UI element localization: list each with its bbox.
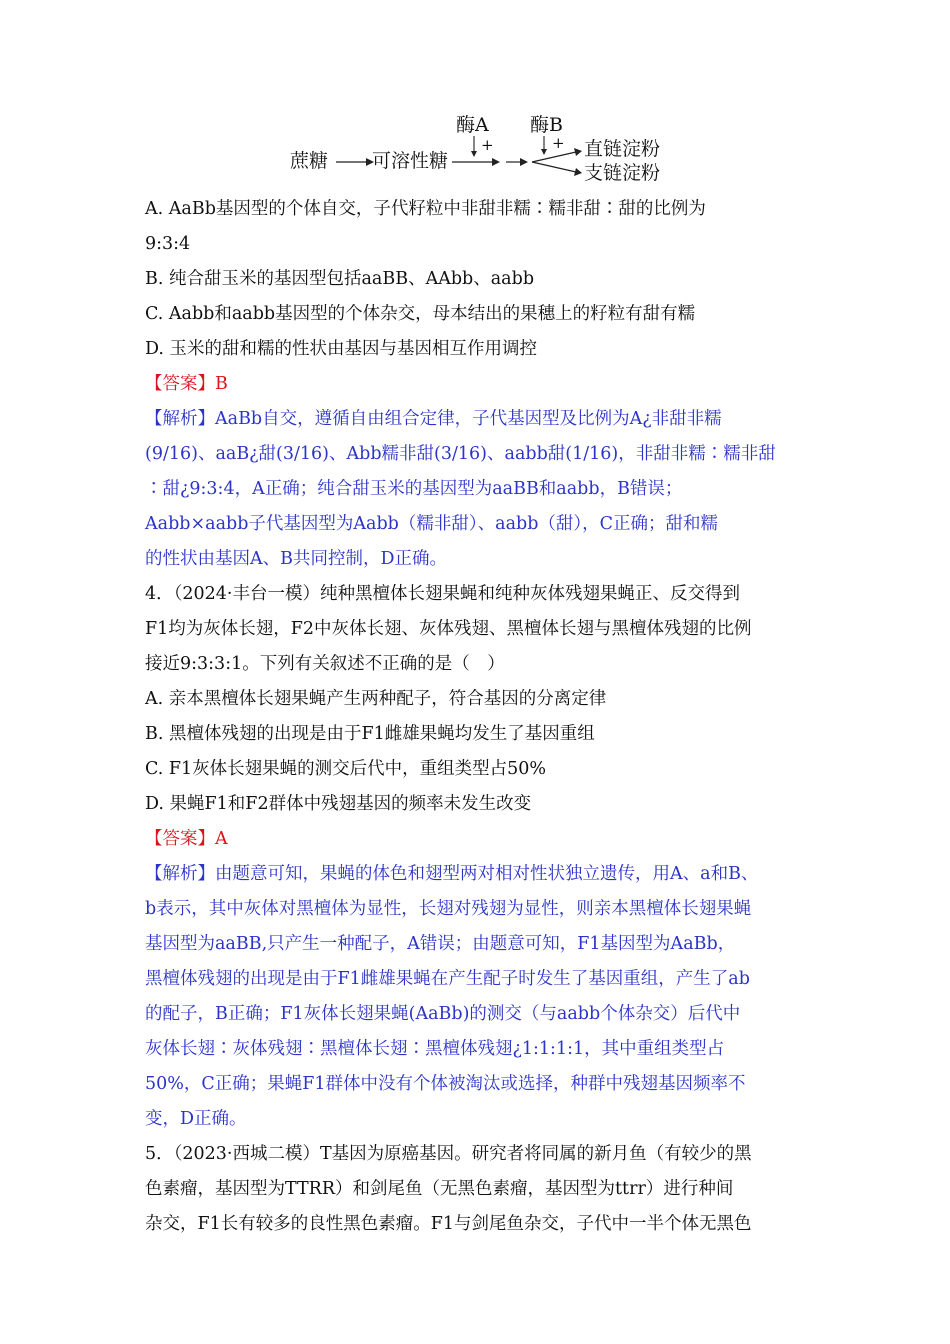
starch-synthesis-diagram <box>280 108 680 188</box>
amylopectin-label: 支链淀粉 <box>584 162 661 184</box>
question-line: A. AaBb基因型的个体自交，子代籽粒中非甜非糯∶糯非甜∶甜的比例为 <box>145 199 706 219</box>
explanation-line: Aabb×aabb子代基因型为Aabb（糯非甜）、aabb（甜），C正确；甜和糯 <box>145 514 719 534</box>
enzyme-a-label: 酶A <box>456 114 489 136</box>
enzyme-b-label: 酶B <box>530 114 563 136</box>
question-line: 色素瘤，基因型为TTRR）和剑尾鱼（无黑色素瘤，基因型为ttrr）进行种间 <box>145 1179 734 1199</box>
question-line: D. 果蝇F1和F2群体中残翅基因的频率未发生改变 <box>145 794 532 814</box>
explanation-line: 黑檀体残翅的出现是由于F1雌雄果蝇在产生配子时发生了基因重组，产生了ab <box>145 969 750 989</box>
amylose-label: 直链淀粉 <box>584 138 661 160</box>
explanation-line: 灰体长翅∶灰体残翅∶黑檀体长翅∶黑檀体残翅¿1:1:1:1，其中重组类型占 <box>145 1039 725 1059</box>
enzyme-b-plus: + <box>552 134 565 152</box>
explanation-line: 基因型为aaBB,只产生一种配子，A错误；由题意可知，F1基因型为AaBb， <box>145 934 736 954</box>
question-line: C. Aabb和aabb基因型的个体杂交，母本结出的果穗上的籽粒有甜有糯 <box>145 304 696 324</box>
question-line: 4．（2024·丰台一模）纯种黑檀体长翅果蝇和纯种灰体残翅果蝇正、反交得到 <box>145 584 740 604</box>
question-line: 接近9:3:3:1。下列有关叙述不正确的是（ ） <box>145 654 505 674</box>
question-line: 杂交，F1长有较多的良性黑色素瘤。F1与剑尾鱼杂交，子代中一半个体无黑色 <box>145 1214 752 1234</box>
explanation-line: 变，D正确。 <box>145 1109 247 1129</box>
soluble-sugar-label: 可溶性糖 <box>372 150 449 172</box>
question-line: A. 亲本黑檀体长翅果蝇产生两种配子，符合基因的分离定律 <box>145 689 607 709</box>
sucrose-label: 蔗糖 <box>290 150 329 172</box>
question-line: B. 黑檀体残翅的出现是由于F1雌雄果蝇均发生了基因重组 <box>145 724 595 744</box>
explanation-line: b表示，其中灰体对黑檀体为显性，长翅对残翅为显性，则亲本黑檀体长翅果蝇 <box>145 899 752 919</box>
document-body <box>145 192 817 1242</box>
explanation-line: 50%，C正确；果蝇F1群体中没有个体被淘汰或选择，种群中残翅基因频率不 <box>145 1074 746 1094</box>
explanation-line: (9/16)、aaB¿甜(3/16)、Abb糯非甜(3/16)、aabb甜(1/16)，非甜非糯∶糯非甜 <box>145 444 776 464</box>
enzyme-a-plus: + <box>481 136 494 154</box>
question-line: D. 玉米的甜和糯的性状由基因与基因相互作用调控 <box>145 339 538 359</box>
explanation-line: 【解析】由题意可知，果蝇的体色和翅型两对相对性状独立遗传，用A、a和B、 <box>145 864 759 884</box>
question-line: C. F1灰体长翅果蝇的测交后代中，重组类型占50% <box>145 759 547 779</box>
question-line: 9:3:4 <box>145 234 191 254</box>
explanation-line: 的性状由基因A、B共同控制，D正确。 <box>145 549 448 569</box>
answer-line: 【答案】A <box>145 829 228 849</box>
explanation-line: 的配子，B正确；F1灰体长翅果蝇(AaBb)的测交（与aabb个体杂交）后代中 <box>145 1004 741 1024</box>
question-line: B. 纯合甜玉米的基因型包括aaBB、AAbb、aabb <box>145 269 535 289</box>
answer-line: 【答案】B <box>145 374 228 394</box>
question-line: 5．（2023·西城二模）T基因为原癌基因。研究者将同属的新月鱼（有较少的黑 <box>145 1144 752 1164</box>
explanation-line: 【解析】AaBb自交，遵循自由组合定律，子代基因型及比例为A¿非甜非糯 <box>145 409 722 429</box>
question-line: F1均为灰体长翅，F2中灰体长翅、灰体残翅、黑檀体长翅与黑檀体残翅的比例 <box>145 619 752 639</box>
explanation-line: ∶甜¿9:3:4，A正确；纯合甜玉米的基因型为aaBB和aabb，B错误； <box>145 479 683 499</box>
